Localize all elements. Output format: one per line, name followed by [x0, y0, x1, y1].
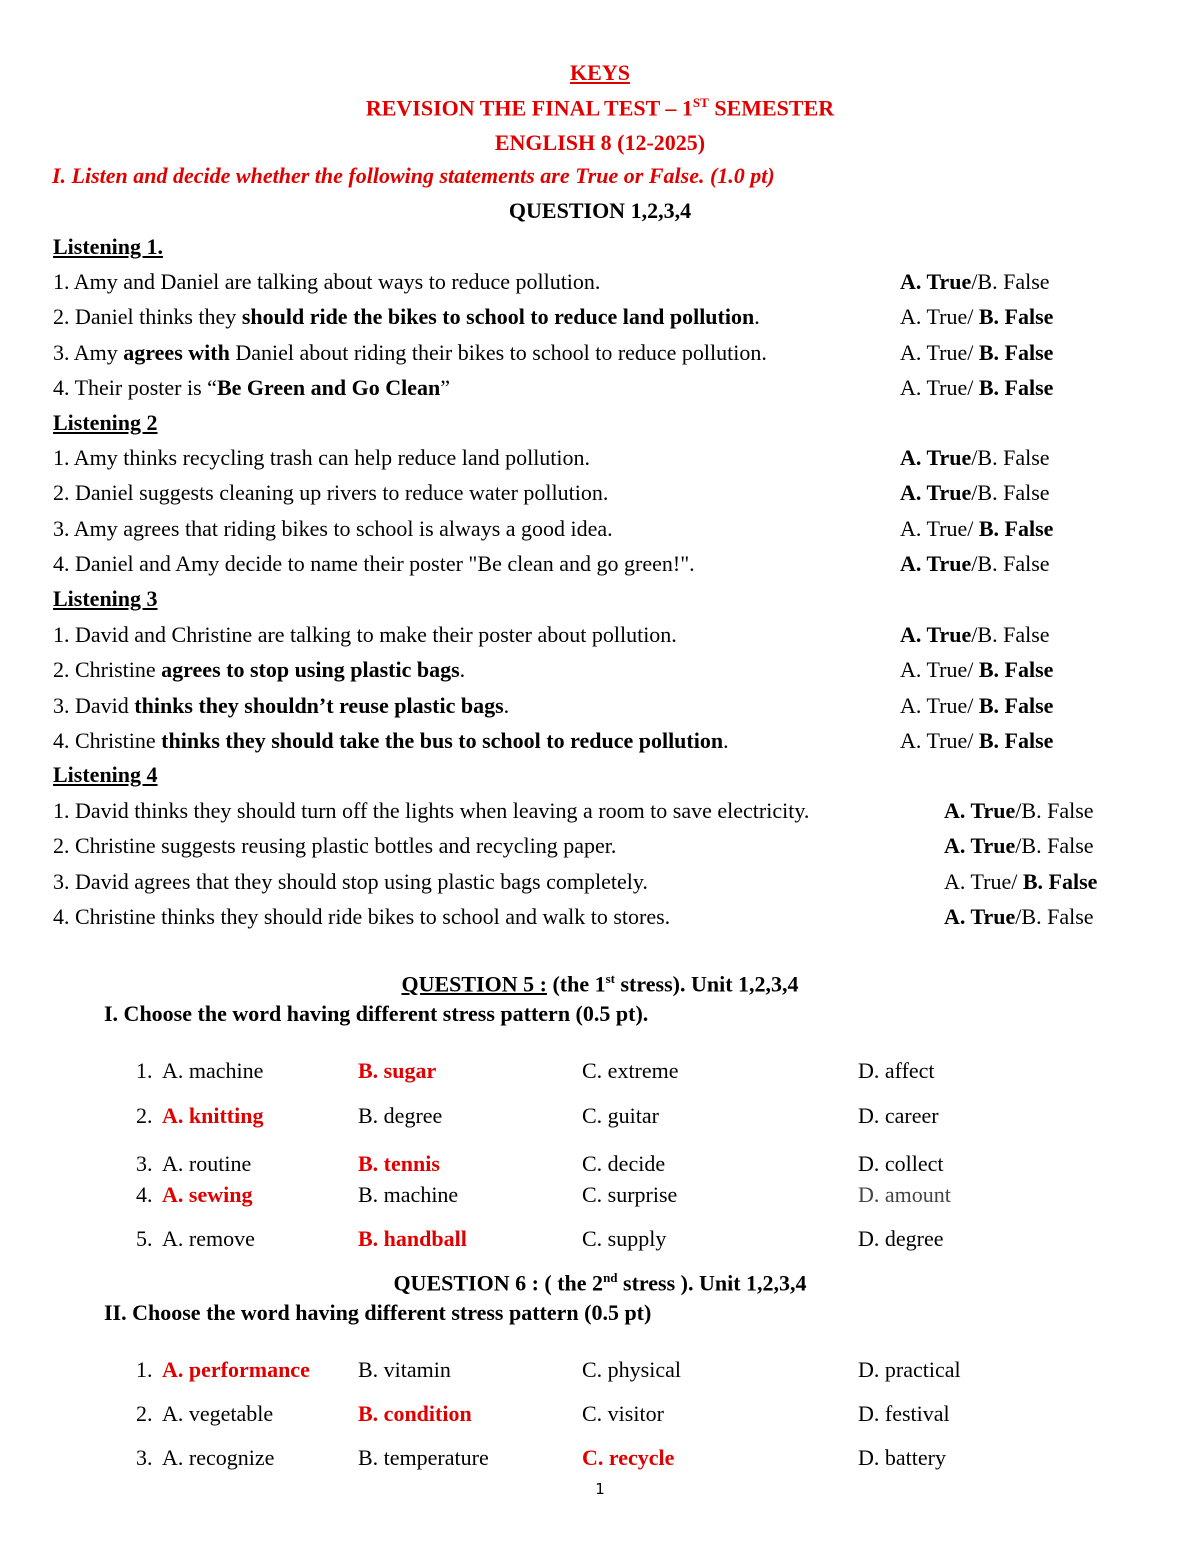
keys-title: KEYS — [570, 60, 630, 85]
statement-line — [53, 304, 760, 330]
answer-b-false: B. False — [978, 339, 1054, 365]
option-number: 4. — [136, 1182, 153, 1207]
option: D. career — [858, 1103, 939, 1128]
statement-text: 1. Amy thinks recycling trash can help reduce land pollution. — [53, 445, 591, 470]
answer-b-false: B. False — [978, 515, 1054, 541]
option: B. vitamin — [358, 1357, 451, 1382]
statement-text: 3. David agrees that they should stop using plastic bags completely. — [53, 868, 648, 894]
statement-text: 3. Amy — [53, 339, 124, 365]
answer-b-false: /B. False — [1015, 833, 1094, 859]
statement-text: 3. Amy agrees that riding bikes to school is always a good idea. — [53, 515, 613, 541]
question-6-instruction: II. Choose the word having different stress pattern (0.5 pt) — [104, 1300, 652, 1325]
answer-true-false — [900, 480, 1050, 506]
answer-b-false: B. False — [978, 727, 1054, 753]
statement-line — [53, 904, 670, 930]
option-correct: C. recycle — [582, 1445, 675, 1470]
question-6-heading: QUESTION 6 : ( the 2nd stress ). Unit 1,2,3,4 — [393, 1270, 807, 1296]
option: D. degree — [858, 1226, 944, 1251]
document-title: REVISION THE FINAL TEST – 1ST SEMESTER — [365, 95, 835, 121]
answer-b-false: /B. False — [971, 480, 1050, 506]
option: A. routine — [162, 1151, 252, 1176]
option-correct: A. sewing — [162, 1182, 253, 1207]
page-number: 1 — [595, 1480, 605, 1498]
question-label: QUESTION 1,2,3,4 — [508, 198, 692, 223]
option: A. machine — [162, 1058, 264, 1083]
answer-a-true: A. True/ — [900, 304, 979, 330]
statement-line — [53, 869, 648, 895]
answer-b-false: B. False — [978, 374, 1054, 400]
section-instruction: I. Listen and decide whether the following statements are True or False. (1.0 pt) — [52, 163, 775, 188]
option: C. guitar — [582, 1103, 659, 1128]
answer-a-true: A. True/ — [900, 374, 979, 400]
answer-a-true: A. True — [900, 269, 972, 294]
answer-b-false: /B. False — [971, 550, 1050, 576]
statement-emphasis: should ride the bikes to school to reduce land pollution — [241, 304, 755, 330]
option: C. visitor — [582, 1401, 664, 1426]
option-correct: B. sugar — [358, 1058, 437, 1083]
answer-b-false: /B. False — [1015, 903, 1094, 929]
answer-a-true: A. True — [900, 550, 972, 576]
answer-true-false — [900, 693, 1053, 719]
statement-emphasis: Be Green and Go Clean — [216, 374, 441, 400]
option: D. battery — [858, 1445, 946, 1470]
answer-true-false — [900, 304, 1053, 330]
option: B. temperature — [358, 1445, 489, 1470]
statement-text: 2. Christine — [53, 657, 162, 683]
option: D. amount — [858, 1182, 951, 1207]
statement-text: 1. Amy and Daniel are talking about ways to reduce pollution. — [53, 269, 601, 294]
answer-b-false: B. False — [978, 692, 1054, 718]
answer-a-true: A. True/ — [900, 515, 979, 541]
answer-a-true: A. True/ — [944, 868, 1023, 894]
question-5-heading: QUESTION 5 : (the 1st stress). Unit 1,2,3,4 — [401, 971, 799, 997]
answer-b-false: /B. False — [971, 622, 1050, 647]
statement-text: 2. Daniel thinks they — [53, 304, 242, 330]
option: D. collect — [858, 1151, 944, 1176]
answer-a-true: A. True/ — [900, 692, 979, 718]
option-number: 3. — [136, 1445, 153, 1470]
answer-true-false — [900, 516, 1053, 542]
statement-line — [53, 622, 677, 648]
answer-b-false: /B. False — [971, 269, 1050, 294]
statement-line — [53, 798, 809, 824]
statement-text: 4. Their poster is “ — [53, 374, 217, 400]
statement-text: 4. Christine thinks they should ride bikes to school and walk to stores. — [53, 903, 671, 929]
option: A. recognize — [162, 1445, 275, 1470]
option-correct: B. handball — [358, 1226, 467, 1251]
statement-emphasis: agrees to stop using plastic bags — [161, 657, 460, 683]
statement-line — [53, 445, 590, 471]
statement-text-end: . — [459, 657, 466, 683]
option: A. remove — [162, 1226, 255, 1251]
statement-text: 4. Christine — [53, 727, 162, 753]
answer-true-false — [900, 340, 1053, 366]
option: D. affect — [858, 1058, 935, 1083]
statement-text: 1. David and Christine are talking to make their poster about pollution. — [53, 622, 677, 647]
answer-a-true: A. True — [944, 798, 1016, 823]
answer-b-false: B. False — [978, 657, 1054, 683]
statement-line — [53, 551, 695, 577]
statement-emphasis: thinks they should take the bus to school to reduce pollution — [161, 727, 724, 753]
answer-true-false — [900, 445, 1050, 471]
answer-true-false — [900, 728, 1053, 754]
answer-b-false: B. False — [978, 304, 1054, 330]
listening-2-heading: Listening 2 — [53, 410, 158, 435]
option: B. machine — [358, 1182, 459, 1207]
answer-true-false — [900, 622, 1050, 648]
subject-title: ENGLISH 8 (12-2025) — [494, 130, 706, 155]
answer-a-true: A. True — [900, 445, 972, 470]
statement-line — [53, 375, 450, 401]
option: B. degree — [358, 1103, 443, 1128]
option-number: 2. — [136, 1103, 153, 1128]
option: C. extreme — [582, 1058, 679, 1083]
statement-line — [53, 833, 616, 859]
statement-text-end: . — [503, 692, 510, 718]
option: C. supply — [582, 1226, 667, 1251]
option-number: 2. — [136, 1401, 153, 1426]
statement-line — [53, 693, 509, 719]
statement-text-end: Daniel about riding their bikes to school to reduce pollution. — [229, 339, 767, 365]
option-number: 1. — [136, 1357, 153, 1382]
statement-text-end: ” — [440, 374, 450, 400]
statement-emphasis: thinks they shouldn’t reuse plastic bags — [134, 692, 504, 718]
statement-text: 2. Christine suggests reusing plastic bottles and recycling paper. — [53, 833, 617, 859]
answer-true-false — [900, 375, 1053, 401]
statement-line — [53, 480, 608, 506]
option-correct: B. tennis — [358, 1151, 440, 1176]
option-number: 5. — [136, 1226, 153, 1251]
answer-a-true: A. True/ — [900, 657, 979, 683]
statement-emphasis: agrees with — [123, 339, 230, 365]
listening-1-heading: Listening 1. — [53, 234, 164, 259]
statement-line — [53, 269, 600, 295]
option: C. surprise — [582, 1182, 678, 1207]
answer-a-true: A. True/ — [900, 727, 979, 753]
answer-true-false — [900, 269, 1050, 295]
answer-b-false: /B. False — [971, 445, 1050, 470]
option-correct: A. knitting — [162, 1103, 264, 1128]
option-number: 3. — [136, 1151, 153, 1176]
answer-true-false — [900, 657, 1053, 683]
listening-4-heading: Listening 4 — [53, 762, 158, 787]
statement-line — [53, 516, 613, 542]
statement-text: 2. Daniel suggests cleaning up rivers to reduce water pollution. — [53, 480, 609, 506]
answer-true-false — [900, 551, 1050, 577]
answer-true-false — [944, 904, 1094, 930]
option-correct: A. performance — [162, 1357, 310, 1382]
statement-text: 4. Daniel and Amy decide to name their poster "Be clean and go green!". — [53, 550, 695, 576]
option: C. physical — [582, 1357, 681, 1382]
statement-text-end: . — [754, 304, 760, 330]
answer-true-false — [944, 798, 1094, 824]
option-correct: B. condition — [358, 1401, 472, 1426]
option-number: 1. — [136, 1058, 153, 1083]
listening-3-heading: Listening 3 — [53, 586, 158, 611]
statement-line — [53, 728, 729, 754]
answer-a-true: A. True — [900, 480, 972, 506]
option: D. festival — [858, 1401, 950, 1426]
option: D. practical — [858, 1357, 961, 1382]
answer-a-true: A. True — [944, 833, 1016, 859]
statement-text: 3. David — [53, 692, 135, 718]
statement-line — [53, 657, 465, 683]
option: A. vegetable — [162, 1401, 274, 1426]
statement-line — [53, 340, 767, 366]
answer-true-false — [944, 869, 1097, 895]
answer-a-true: A. True — [900, 622, 972, 647]
answer-true-false — [944, 833, 1094, 859]
option: C. decide — [582, 1151, 666, 1176]
answer-a-true: A. True/ — [900, 339, 979, 365]
statement-text: 1. David thinks they should turn off the lights when leaving a room to save electricity. — [53, 798, 810, 823]
answer-b-false: B. False — [1022, 868, 1098, 894]
question-5-instruction: I. Choose the word having different stress pattern (0.5 pt). — [104, 1001, 649, 1026]
statement-text-end: . — [723, 727, 729, 753]
answer-a-true: A. True — [944, 903, 1016, 929]
answer-b-false: /B. False — [1015, 798, 1094, 823]
